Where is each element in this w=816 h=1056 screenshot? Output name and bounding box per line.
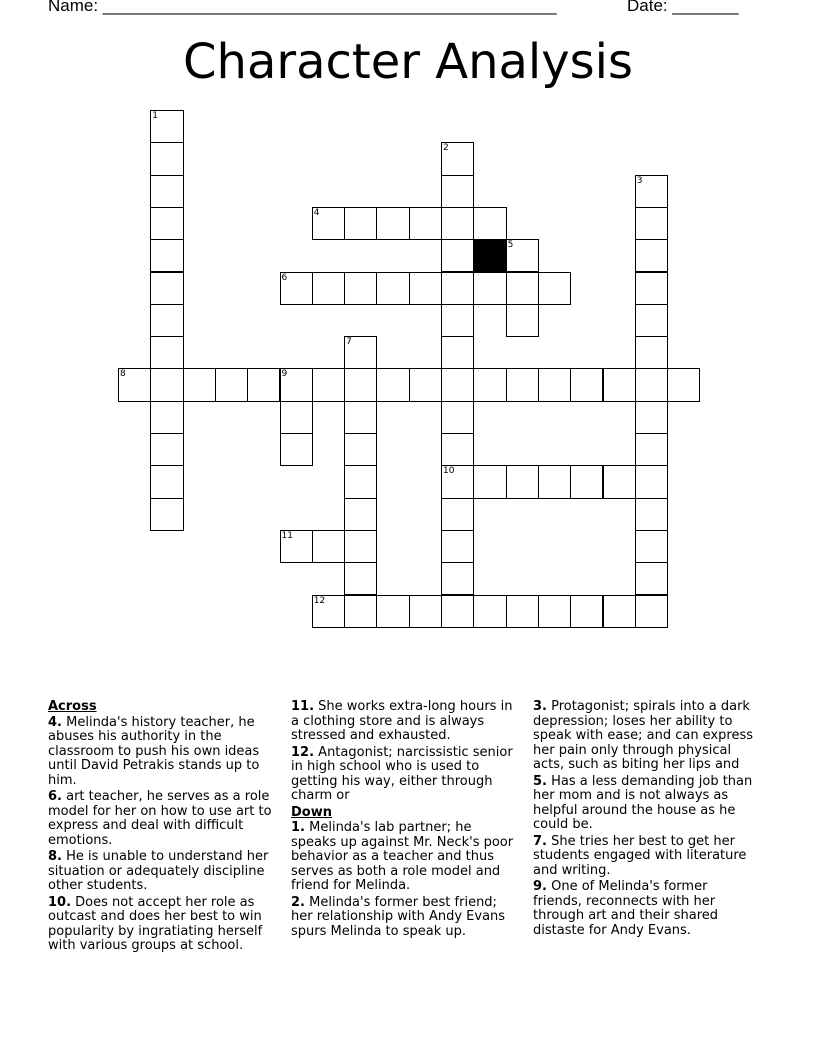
crossword-cell[interactable] bbox=[538, 595, 571, 628]
crossword-cell[interactable] bbox=[635, 239, 668, 272]
crossword-cell[interactable] bbox=[376, 272, 409, 305]
crossword-cell[interactable] bbox=[150, 142, 183, 175]
clue-across-6: 6. art teacher, he serves as a role model for her on how to use art to express and deal with difficult emotions. bbox=[48, 789, 272, 848]
clue-down-5: 5. Has a less demanding job than her mom and is not always as helpful around the house as he could be. bbox=[533, 773, 753, 832]
clue-down-9: 9. One of Melinda's former friends, reconnects with her through art and their shared distaste for Andy Evans. bbox=[533, 879, 719, 938]
crossword-cell[interactable] bbox=[441, 336, 474, 369]
crossword-cell[interactable] bbox=[473, 207, 506, 240]
crossword-cell[interactable] bbox=[506, 595, 539, 628]
crossword-cell[interactable] bbox=[150, 304, 183, 337]
crossword-cell[interactable] bbox=[441, 304, 474, 337]
crossword-cell[interactable] bbox=[635, 207, 668, 240]
clue-number: 6 bbox=[281, 272, 288, 283]
crossword-cell[interactable] bbox=[409, 595, 442, 628]
crossword-cell[interactable] bbox=[635, 272, 668, 305]
crossword-cell[interactable] bbox=[538, 465, 571, 498]
crossword-cell[interactable] bbox=[603, 595, 636, 628]
crossword-cell[interactable] bbox=[280, 401, 313, 434]
crossword-cell[interactable] bbox=[376, 595, 409, 628]
crossword-cell[interactable] bbox=[376, 207, 409, 240]
crossword-cell[interactable] bbox=[441, 207, 474, 240]
crossword-cell[interactable] bbox=[118, 368, 151, 401]
crossword-cell[interactable] bbox=[473, 368, 506, 401]
clue-across-4: 4. Melinda's history teacher, he abuses his authority in the classroom to push his own ideas until David Petrakis stands up to him. bbox=[48, 714, 260, 788]
crossword-cell[interactable] bbox=[441, 465, 474, 498]
crossword-cell[interactable] bbox=[344, 562, 377, 595]
page-title: Character Analysis bbox=[183, 34, 633, 90]
crossword-cell[interactable] bbox=[409, 272, 442, 305]
clues-column-2 bbox=[291, 700, 516, 941]
crossword-cell[interactable] bbox=[150, 110, 183, 143]
clue-down-1: 1. Melinda's lab partner; he speaks up against Mr. Neck's poor behavior as a teacher and thus serves as both a role model and friend for Melinda. bbox=[291, 820, 514, 893]
crossword-cell[interactable] bbox=[150, 465, 183, 498]
crossword-cell[interactable] bbox=[280, 433, 313, 466]
crossword-cell[interactable] bbox=[635, 498, 668, 531]
clue-number: 12 bbox=[313, 595, 326, 606]
crossword-cell[interactable] bbox=[635, 304, 668, 337]
crossword-cell[interactable] bbox=[538, 368, 571, 401]
crossword-cell[interactable] bbox=[570, 465, 603, 498]
clues-column-3 bbox=[533, 700, 758, 940]
crossword-cell[interactable] bbox=[441, 368, 474, 401]
crossword-cell[interactable] bbox=[150, 368, 183, 401]
crossword-cell[interactable] bbox=[312, 368, 345, 401]
date-field-label: Date: _______ bbox=[627, 0, 739, 15]
crossword-cell[interactable] bbox=[506, 465, 539, 498]
clue-number: 4 bbox=[313, 207, 320, 218]
name-field-label: Name: ________________________________________________ bbox=[48, 0, 557, 15]
crossword-cell[interactable] bbox=[312, 207, 345, 240]
crossword-cell[interactable] bbox=[603, 465, 636, 498]
crossword-cell[interactable] bbox=[280, 368, 313, 401]
crossword-cell[interactable] bbox=[506, 239, 539, 272]
crossword-cell[interactable] bbox=[635, 433, 668, 466]
crossword-cell[interactable] bbox=[150, 498, 183, 531]
crossword-cell[interactable] bbox=[570, 368, 603, 401]
crossword-cell[interactable] bbox=[635, 465, 668, 498]
crossword-cell[interactable] bbox=[344, 433, 377, 466]
crossword-cell[interactable] bbox=[150, 207, 183, 240]
crossword-block bbox=[473, 239, 506, 272]
crossword-cell[interactable] bbox=[215, 368, 248, 401]
crossword-cell[interactable] bbox=[441, 272, 474, 305]
crossword-cell[interactable] bbox=[376, 368, 409, 401]
crossword-cell[interactable] bbox=[150, 175, 183, 208]
crossword-cell[interactable] bbox=[247, 368, 280, 401]
crossword-cell[interactable] bbox=[667, 368, 700, 401]
crossword-cell[interactable] bbox=[441, 401, 474, 434]
clue-number: 3 bbox=[636, 175, 643, 186]
clue-across-12: 12. Antagonist; narcissistic senior in high school who is used to getting his way, either through charm or bbox=[291, 744, 513, 803]
crossword-cell[interactable] bbox=[312, 530, 345, 563]
down-heading: Down bbox=[291, 804, 332, 820]
clue-across-8: 8. He is unable to understand her situation or adequately discipline other students. bbox=[48, 849, 269, 893]
crossword-cell[interactable] bbox=[344, 498, 377, 531]
crossword-cell[interactable] bbox=[635, 401, 668, 434]
clue-across-10: 10. Does not accept her role as outcast and does her best to win popularity by ingratiating herself with various groups at school. bbox=[48, 894, 263, 953]
crossword-cell[interactable] bbox=[570, 595, 603, 628]
crossword-cell[interactable] bbox=[344, 272, 377, 305]
clue-number: 7 bbox=[346, 337, 352, 348]
crossword-cell[interactable] bbox=[280, 272, 313, 305]
clue-down-2: 2. Melinda's former best friend; her relationship with Andy Evans spurs Melinda to speak up. bbox=[291, 894, 506, 939]
clue-number: 10 bbox=[443, 466, 455, 477]
crossword-cell[interactable] bbox=[344, 530, 377, 563]
crossword-cell[interactable] bbox=[344, 595, 377, 628]
crossword-cell[interactable] bbox=[312, 595, 345, 628]
crossword-cell[interactable] bbox=[635, 336, 668, 369]
crossword-cell[interactable] bbox=[150, 401, 183, 434]
crossword-cell[interactable] bbox=[280, 530, 313, 563]
crossword-cell[interactable] bbox=[635, 595, 668, 628]
crossword-cell[interactable] bbox=[635, 562, 668, 595]
crossword-cell[interactable] bbox=[441, 530, 474, 563]
crossword-cell[interactable] bbox=[441, 595, 474, 628]
clue-down-3: 3. Protagonist; spirals into a dark depression; loses her ability to speak with ease; and can express her pain only through physical acts, such as biting her lips and bbox=[533, 699, 754, 772]
crossword-cell[interactable] bbox=[441, 239, 474, 272]
crossword-cell[interactable] bbox=[344, 207, 377, 240]
crossword-cell[interactable] bbox=[183, 368, 216, 401]
crossword-cell[interactable] bbox=[538, 272, 571, 305]
crossword-cell[interactable] bbox=[635, 530, 668, 563]
crossword-cell[interactable] bbox=[506, 368, 539, 401]
clue-number: 11 bbox=[281, 530, 293, 541]
crossword-cell[interactable] bbox=[441, 498, 474, 531]
clue-number: 2 bbox=[443, 143, 449, 154]
crossword-cell[interactable] bbox=[409, 207, 442, 240]
crossword-cell[interactable] bbox=[150, 239, 183, 272]
crossword-cell[interactable] bbox=[603, 368, 636, 401]
crossword-cell[interactable] bbox=[150, 272, 183, 305]
clue-number: 5 bbox=[507, 240, 514, 251]
crossword-cell[interactable] bbox=[441, 562, 474, 595]
clue-number: 8 bbox=[120, 369, 126, 380]
across-heading: Across bbox=[48, 699, 97, 714]
clues-column-1 bbox=[48, 700, 273, 956]
crossword-cell[interactable] bbox=[150, 336, 183, 369]
crossword-cell[interactable] bbox=[635, 368, 668, 401]
crossword-cell[interactable] bbox=[344, 401, 377, 434]
crossword-cell[interactable] bbox=[473, 595, 506, 628]
crossword-cell[interactable] bbox=[409, 368, 442, 401]
crossword-cell[interactable] bbox=[441, 175, 474, 208]
crossword-cell[interactable] bbox=[506, 272, 539, 305]
crossword-cell[interactable] bbox=[312, 272, 345, 305]
crossword-cell[interactable] bbox=[344, 336, 377, 369]
crossword-cell[interactable] bbox=[473, 272, 506, 305]
clue-number: 9 bbox=[281, 369, 288, 380]
crossword-cell[interactable] bbox=[441, 142, 474, 175]
clue-across-11: 11. She works extra-long hours in a clothing store and is always stressed and exhausted. bbox=[291, 699, 513, 743]
crossword-cell[interactable] bbox=[344, 368, 377, 401]
crossword-cell[interactable] bbox=[635, 175, 668, 208]
crossword-cell[interactable] bbox=[150, 433, 183, 466]
clue-down-7: 7. She tries her best to get her students engaged with literature and writing. bbox=[533, 833, 747, 878]
crossword-cell[interactable] bbox=[506, 304, 539, 337]
crossword-cell[interactable] bbox=[344, 465, 377, 498]
clue-number: 1 bbox=[152, 111, 159, 121]
crossword-cell[interactable] bbox=[473, 465, 506, 498]
crossword-cell[interactable] bbox=[441, 433, 474, 466]
